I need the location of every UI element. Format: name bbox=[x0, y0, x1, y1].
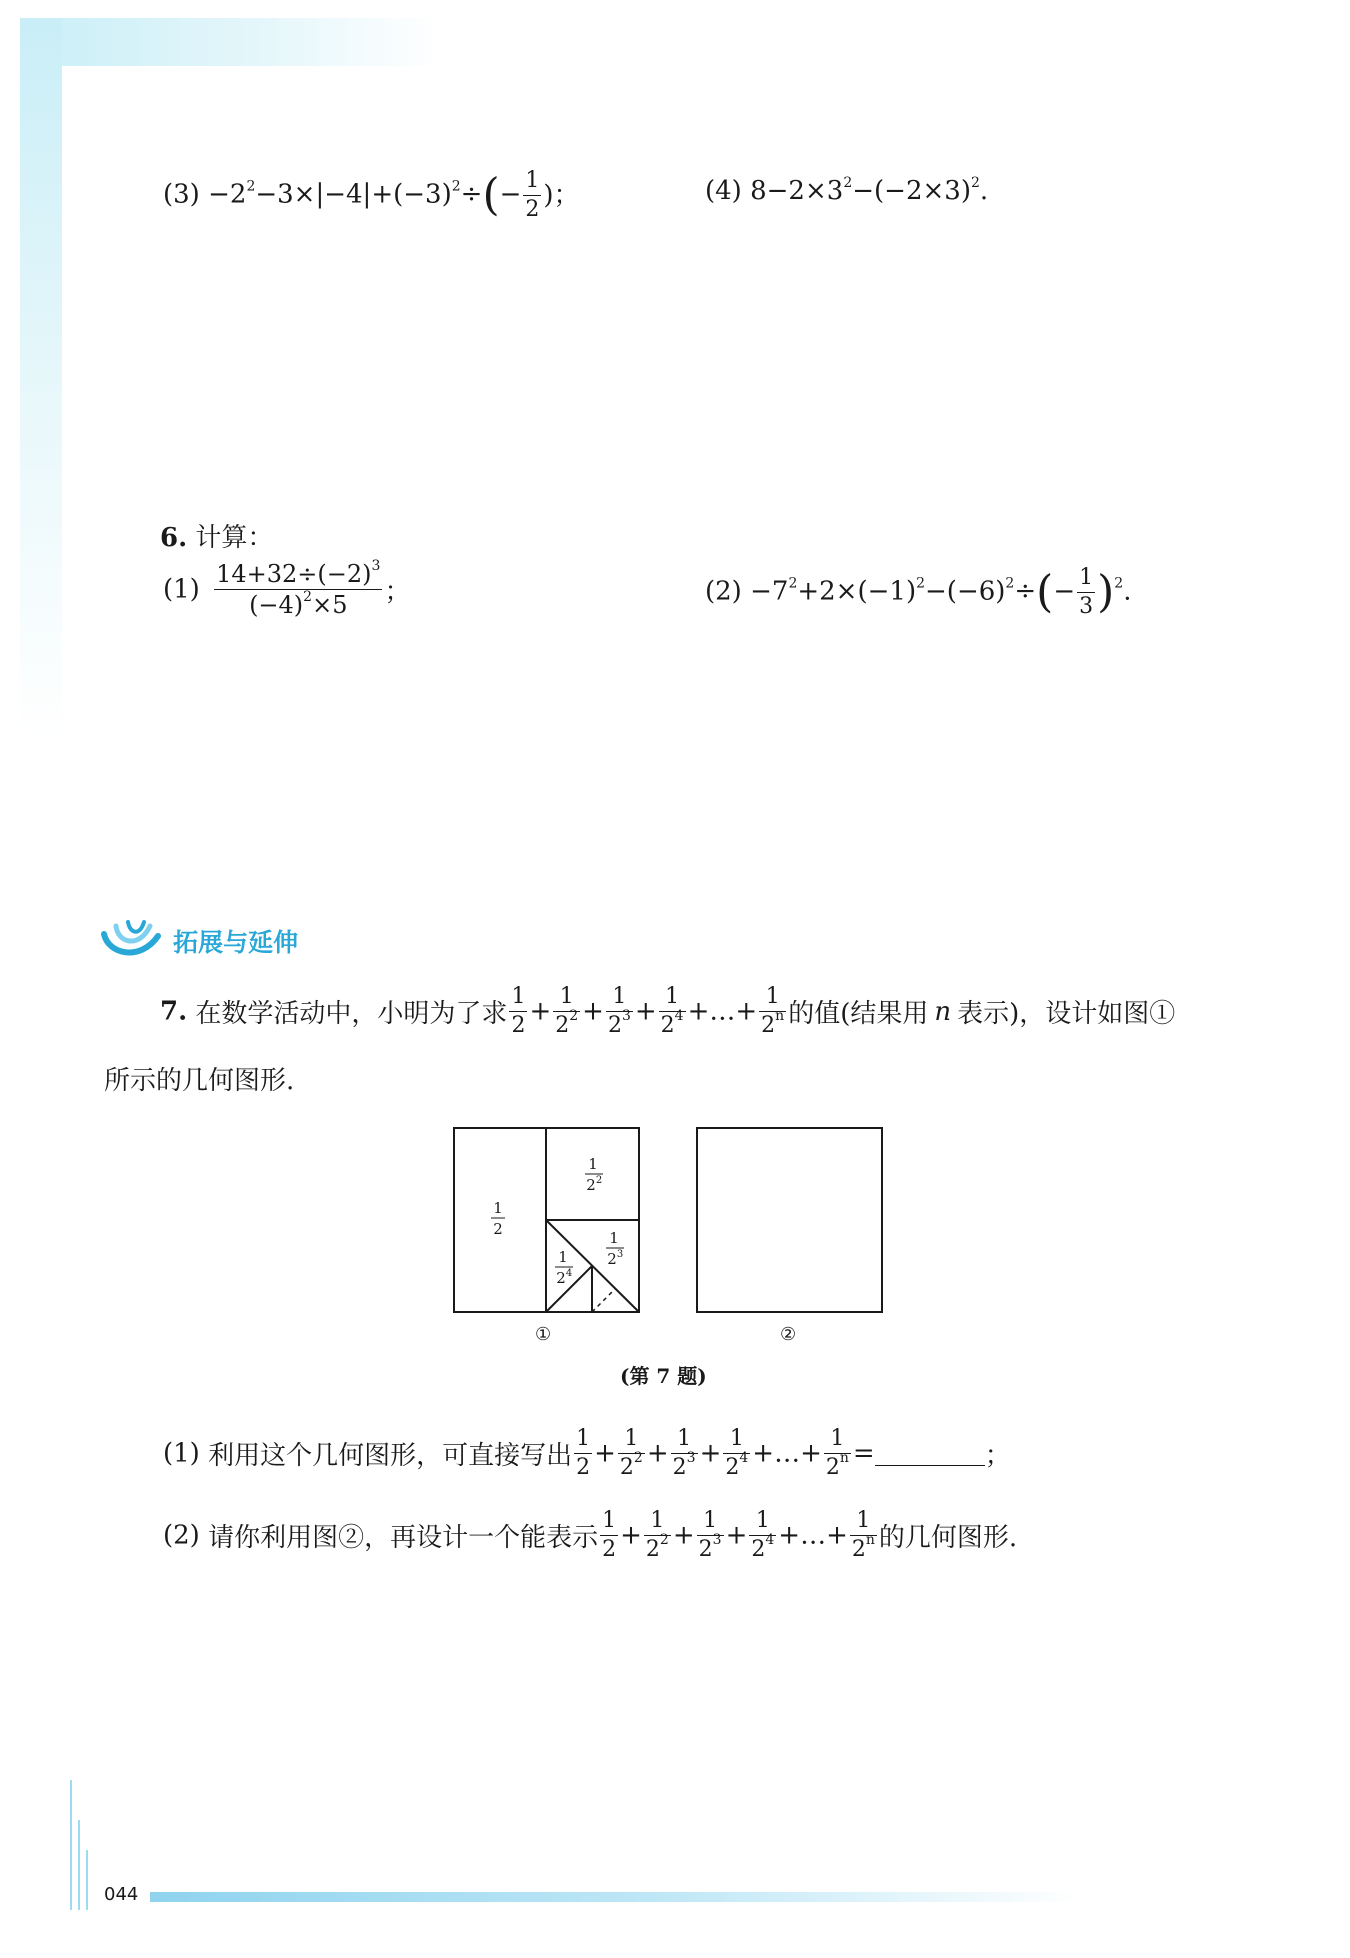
page-corner-decoration bbox=[20, 18, 440, 66]
problem-6-title: 6. 计算： bbox=[160, 523, 274, 553]
problem-5-4: (4) $8-2\times 3^2-(-2\times 3)^2$. bbox=[705, 175, 989, 206]
problem-6-1: (1) $\frac{14+32\div(-2)^3}{(-4)^2\times 5}$ ； bbox=[163, 558, 411, 619]
problem-7-question-2: (2) 请你利用图②，再设计一个能表示 $\frac{1}{2}$ + $\frac{1}{2^2}$ + $\frac{1}{2^3}$ + $\frac{1}{2^4}$ +…+ $\frac{1}{2^n}$ 的几何图形. bbox=[163, 1508, 1018, 1562]
figure-caption: (第 7 题) bbox=[620, 1364, 707, 1388]
svg-text:2: 2 bbox=[595, 1175, 603, 1186]
section-title: 拓展与延伸 bbox=[173, 928, 299, 957]
fraction: $\frac{1}{3}$ bbox=[1079, 565, 1094, 619]
svg-text:1: 1 bbox=[588, 1155, 598, 1173]
page-number: 044 bbox=[104, 1884, 139, 1905]
figure-1-label: ① bbox=[535, 1324, 552, 1345]
figure-1 bbox=[450, 1126, 650, 1316]
figure-2 bbox=[694, 1126, 888, 1316]
svg-text:1: 1 bbox=[493, 1199, 503, 1217]
svg-text:2: 2 bbox=[556, 1269, 566, 1287]
footer-bar bbox=[150, 1892, 1080, 1902]
svg-text:2: 2 bbox=[607, 1250, 617, 1268]
svg-text:1: 1 bbox=[609, 1229, 619, 1247]
figure-2-label: ② bbox=[780, 1324, 797, 1345]
svg-text:4: 4 bbox=[565, 1268, 573, 1279]
problem-7-statement: 7. 在数学活动中，小明为了求 $\frac{1}{2}$ + $\frac{1}{2^2}$ + $\frac{1}{2^3}$ + $\frac{1}{2^4}$ +…+ $\frac{1}{2^n}$ 的值(结果用 n 表示)，设计如图① bbox=[160, 984, 1176, 1038]
answer-blank[interactable] bbox=[875, 1441, 985, 1466]
fraction: $\frac{1}{2}$ bbox=[525, 168, 540, 222]
svg-text:3: 3 bbox=[616, 1249, 624, 1260]
problem-7-question-1: (1) 利用这个几何图形，可直接写出 $\frac{1}{2}$ + $\frac{1}{2^2}$ + $\frac{1}{2^3}$ + $\frac{1}{2^4}$ +…+ $\frac{1}{2^n}$ = ； bbox=[163, 1426, 1011, 1480]
problem-7-statement-line2: 所示的几何图形. bbox=[104, 1066, 295, 1096]
problem-5-3: $(3) -2^2-3\times|-4|+(-3)^2\div(-$ $\frac{1}{2}$ )； bbox=[163, 168, 580, 222]
section-header bbox=[100, 918, 298, 964]
svg-text:1: 1 bbox=[558, 1248, 568, 1266]
fraction: $\frac{14+32\div(-2)^3}{(-4)^2\times 5}$ bbox=[216, 558, 381, 619]
svg-text:2: 2 bbox=[493, 1220, 503, 1238]
swirl-icon bbox=[100, 918, 164, 964]
svg-text:2: 2 bbox=[586, 1176, 596, 1194]
problem-6-2: $(2) -7^2+2\times(-1)^2-(-6)^2\div(-$ $\frac{1}{3}$ )$^2$. bbox=[705, 565, 1132, 619]
page-edge-decoration bbox=[20, 18, 62, 738]
